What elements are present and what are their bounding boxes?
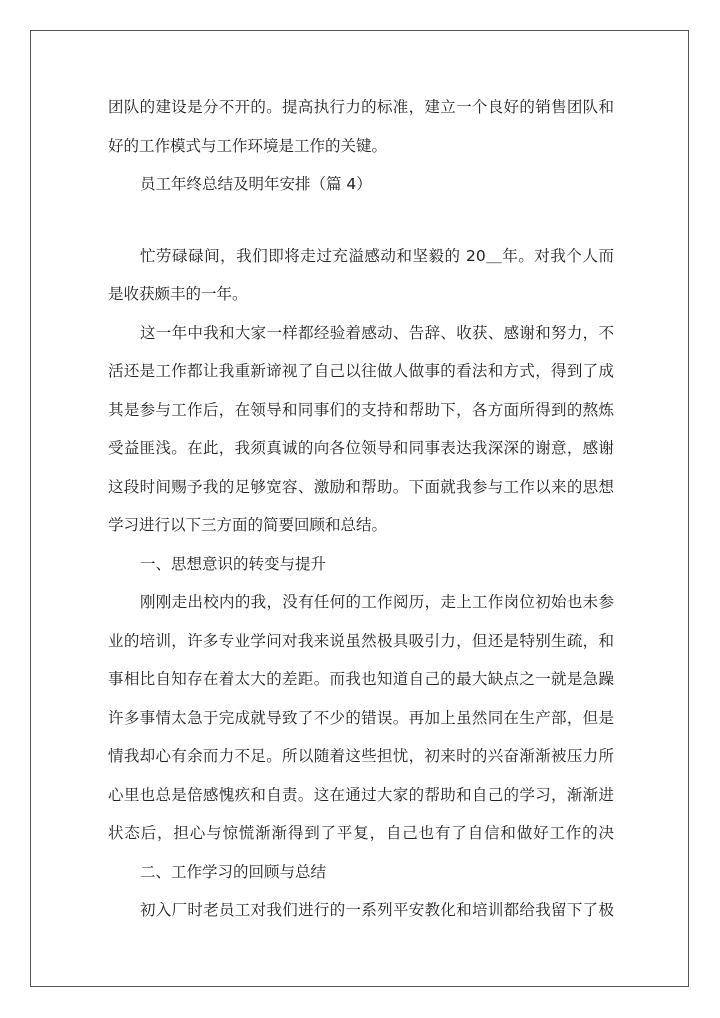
text-line: 业的培训，许多专业学问对我来说虽然极具吸引力，但还是特别生疏，和 [108,631,614,650]
blank-line [108,204,614,237]
text-line: 二、工作学习的回顾与总结 [140,862,327,881]
text-line: 状态后，担心与惊慌渐渐得到了平复，自己也有了自信和做好工作的决 [108,824,614,842]
text-line: 好的工作模式与工作环境是工作的关键。 [108,136,388,155]
text-line: 忙劳碌碌间，我们即将走过充溢感动和坚毅的 20＿年。对我个人而 [140,246,614,265]
text-line: 初入厂时老员工对我们进行的一系列平安教化和培训都给我留下了极 [140,901,614,919]
text-line: 受益匪浅。在此，我须真诚的向各位领导和同事表达我深深的谢意，感谢 [108,439,614,457]
text-line: 一、思想意识的转变与提升 [140,554,327,573]
text-line: 学习进行以下三方面的简要回顾和总结。 [108,516,388,534]
text-line: 这一年中我和大家一样都经验着感动、告辞、收获、感谢和努力，不 [140,323,614,342]
text-line: 活还是工作都让我重新谛视了自己以往做人做事的看法和方式，得到了成 [108,362,614,380]
text-line: 员工年终总结及明年安排（篇 4） [140,175,372,193]
text-line: 其是参与工作后，在领导和同事们的支持和帮助下，各方面所得到的熬炼 [108,400,614,419]
text-line: 刚刚走出校内的我，没有任何的工作阅历，走上工作岗位初始也未参 [140,593,614,611]
text-line: 团队的建设是分不开的。提高执行力的标准，建立一个良好的销售团队和 [108,98,614,116]
text-line: 心里也总是倍感愧疚和自责。这在通过大家的帮助和自己的学习，渐渐进 [108,785,614,804]
text-line: 是收获颇丰的一年。 [108,285,248,303]
text-line: 事相比自知存在着太大的差距。而我也知道自己的最大缺点之一就是急躁 [108,670,614,688]
text-line: 许多事情太急于完成就导致了不少的错误。再加上虽然同在生产部，但是 [108,708,614,727]
document-body [108,88,614,930]
text-line: 情我却心有余而力不足。所以随着这些担忧，初来时的兴奋渐渐被压力所 [108,747,614,765]
text-line: 这段时间赐予我的足够宽容、激励和帮助。下面就我参与工作以来的思想 [108,477,614,496]
